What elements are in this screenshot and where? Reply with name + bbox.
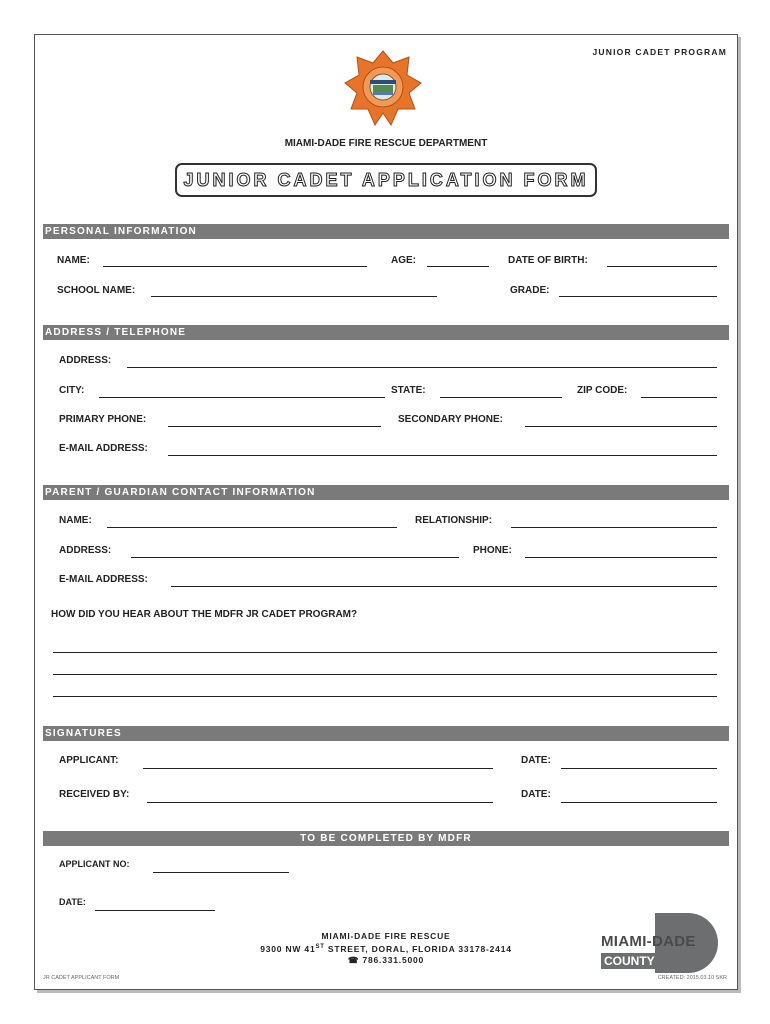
referral-answer-line-3[interactable]: [53, 696, 717, 697]
city-field[interactable]: [99, 397, 385, 398]
grade-label: GRADE:: [510, 285, 550, 296]
email-field[interactable]: [168, 455, 717, 456]
section-mdfr-only: TO BE COMPLETED BY MDFR: [43, 831, 729, 846]
application-form-page: [34, 34, 738, 990]
footer-phone: ☎ 786.331.5000: [347, 954, 425, 965]
dob-label: DATE OF BIRTH:: [508, 255, 588, 266]
school-name-label: SCHOOL NAME:: [57, 285, 136, 296]
state-field[interactable]: [440, 397, 562, 398]
applicant-number-label: APPLICANT NO:: [59, 859, 130, 869]
received-by-label: RECEIVED BY:: [59, 789, 130, 800]
department-name: MIAMI-DADE FIRE RESCUE DEPARTMENT: [284, 138, 488, 149]
form-title: JUNIOR CADET APPLICATION FORM: [175, 163, 597, 197]
primary-phone-field[interactable]: [168, 426, 381, 427]
form-identifier: JR CADET APPLICANT FORM: [43, 975, 120, 981]
secondary-phone-field[interactable]: [525, 426, 717, 427]
guardian-phone-label: PHONE:: [473, 545, 512, 556]
applicant-number-field[interactable]: [153, 872, 289, 873]
section-address-telephone: ADDRESS / TELEPHONE: [43, 325, 729, 340]
address-field[interactable]: [127, 367, 717, 368]
created-stamp: CREATED: 2015.03.10 SKR: [657, 975, 727, 981]
mdfr-date-field[interactable]: [95, 910, 215, 911]
zip-code-label: ZIP CODE:: [577, 385, 628, 396]
section-signatures: SIGNATURES: [43, 726, 729, 741]
primary-phone-label: PRIMARY PHONE:: [59, 414, 147, 425]
mdfr-date-label: DATE:: [59, 897, 86, 907]
zip-code-field[interactable]: [641, 397, 717, 398]
applicant-date-label: DATE:: [521, 755, 551, 766]
referral-answer-line-1[interactable]: [53, 652, 717, 653]
relationship-field[interactable]: [511, 527, 717, 528]
guardian-address-label: ADDRESS:: [59, 545, 112, 556]
referral-answer-line-2[interactable]: [53, 674, 717, 675]
relationship-label: RELATIONSHIP:: [415, 515, 493, 526]
guardian-email-field[interactable]: [171, 586, 717, 587]
logo-text-bottom: COUNTY: [601, 953, 658, 969]
applicant-signature-field[interactable]: [143, 768, 493, 769]
grade-field[interactable]: [559, 296, 717, 297]
guardian-name-label: NAME:: [59, 515, 92, 526]
age-field[interactable]: [427, 266, 489, 267]
received-date-field[interactable]: [561, 802, 717, 803]
logo-text-top: MIAMI-DADE: [601, 933, 696, 950]
applicant-signature-label: APPLICANT:: [59, 755, 119, 766]
program-label: JUNIOR CADET PROGRAM: [592, 47, 727, 57]
dob-field[interactable]: [607, 266, 717, 267]
received-by-field[interactable]: [147, 802, 493, 803]
guardian-address-field[interactable]: [131, 557, 459, 558]
section-personal-information: PERSONAL INFORMATION: [43, 224, 729, 239]
email-label: E-MAIL ADDRESS:: [59, 443, 148, 454]
guardian-email-label: E-MAIL ADDRESS:: [59, 574, 148, 585]
city-label: CITY:: [59, 385, 85, 396]
applicant-date-field[interactable]: [561, 768, 717, 769]
name-field[interactable]: [103, 266, 367, 267]
name-label: NAME:: [57, 255, 90, 266]
guardian-name-field[interactable]: [107, 527, 397, 528]
guardian-phone-field[interactable]: [525, 557, 717, 558]
referral-question: HOW DID YOU HEAR ABOUT THE MDFR JR CADET PROGRAM?: [51, 609, 358, 620]
age-label: AGE:: [391, 255, 416, 266]
footer-street: 9300 NW 41ST STREET, DORAL, FLORIDA 33178-2414: [260, 943, 512, 954]
secondary-phone-label: SECONDARY PHONE:: [398, 414, 504, 425]
section-guardian-contact: PARENT / GUARDIAN CONTACT INFORMATION: [43, 485, 729, 500]
state-label: STATE:: [391, 385, 426, 396]
footer-org: MIAMI-DADE FIRE RESCUE: [321, 931, 451, 941]
school-name-field[interactable]: [151, 296, 437, 297]
miami-dade-county-logo: [593, 913, 723, 979]
fire-rescue-emblem-icon: [343, 49, 423, 129]
address-label: ADDRESS:: [59, 355, 112, 366]
received-date-label: DATE:: [521, 789, 551, 800]
